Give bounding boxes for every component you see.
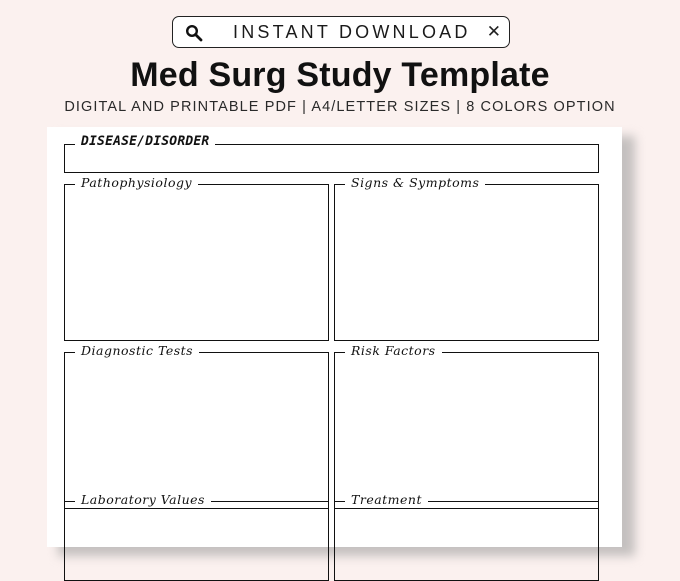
close-icon[interactable]: ✕ — [486, 22, 501, 41]
signs-symptoms-label: Signs & Symptoms — [345, 175, 485, 191]
diagnostic-tests-box[interactable] — [64, 343, 329, 509]
page-subtitle: DIGITAL AND PRINTABLE PDF | A4/LETTER SIZES | 8 COLORS OPTION — [64, 99, 616, 115]
pathophysiology-label: Pathophysiology — [75, 175, 198, 191]
search-label: INSTANT DOWNLOAD — [233, 22, 471, 42]
search-icon — [185, 24, 203, 42]
template-sheet — [47, 127, 622, 547]
search-bar[interactable] — [172, 16, 510, 48]
diagnostic-tests-label: Diagnostic Tests — [75, 343, 199, 359]
risk-factors-label: Risk Factors — [345, 343, 442, 359]
page-title: Med Surg Study Template — [130, 56, 550, 94]
pathophysiology-box[interactable] — [64, 175, 329, 341]
disease-field[interactable] — [64, 134, 599, 173]
laboratory-values-box[interactable] — [64, 492, 329, 581]
disease-label: DISEASE/DISORDER — [75, 134, 215, 150]
risk-factors-box[interactable] — [334, 343, 599, 509]
laboratory-values-label: Laboratory Values — [75, 492, 211, 508]
treatment-label: Treatment — [345, 492, 428, 508]
signs-symptoms-box[interactable] — [334, 175, 599, 341]
treatment-box[interactable] — [334, 492, 599, 581]
